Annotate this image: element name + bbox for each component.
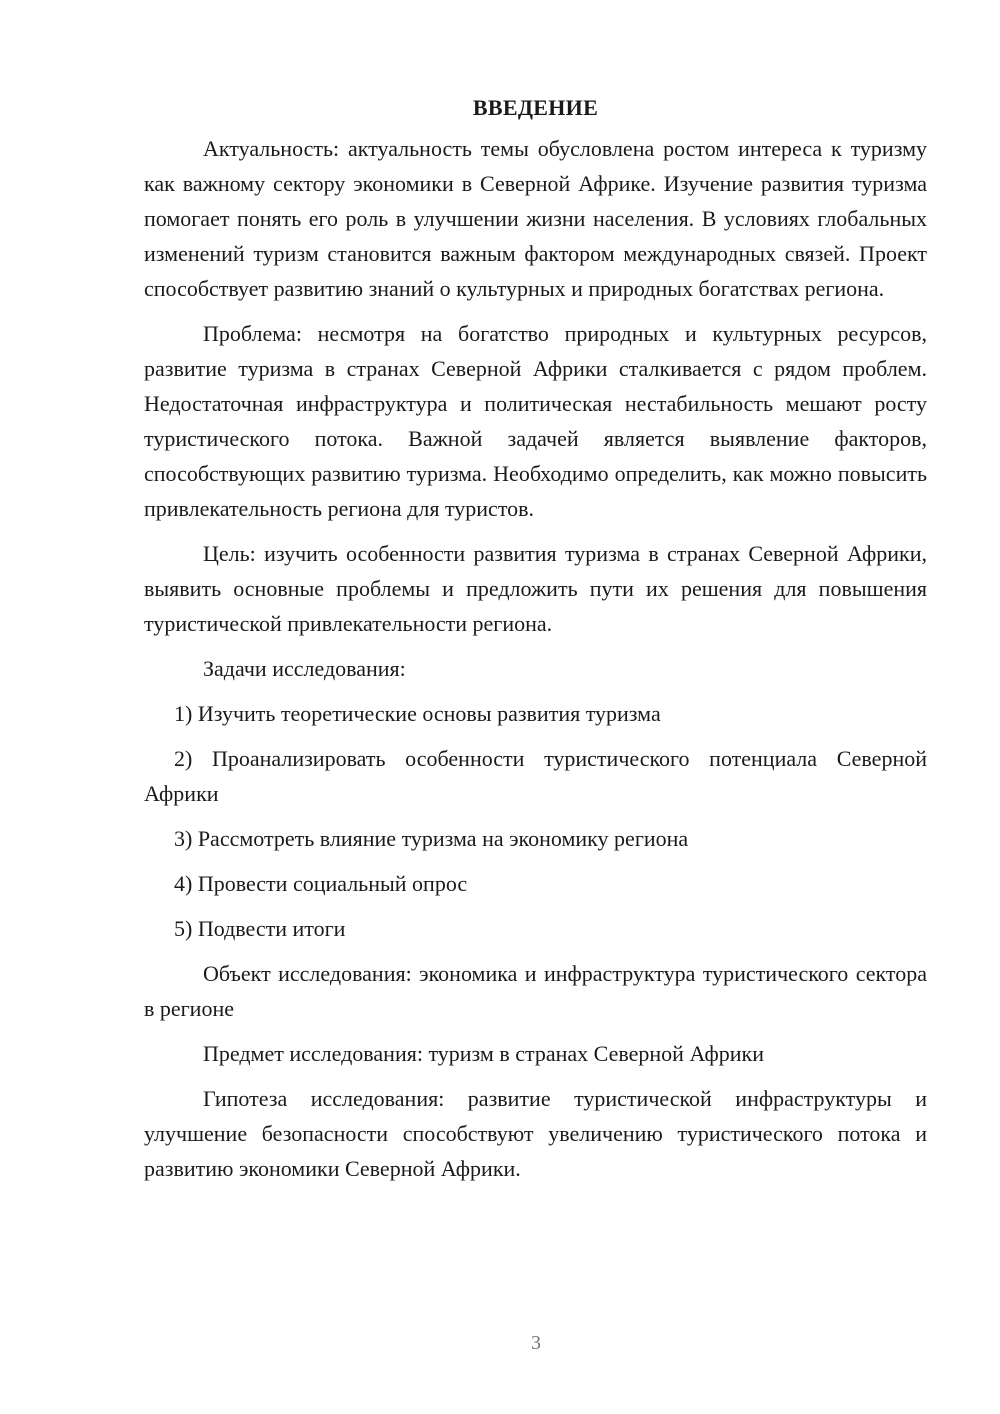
- paragraph-relevance: Актуальность: актуальность темы обусловлена ростом интереса к туризму как важному сектору экономики в Северной Африке. Изучение развития туризма помогает понять его роль в улучшении жизни населения. В условиях глобальных изменений туризм становится важным фактором международных связей. Проект способствует развитию знаний о культурных и природных богатствах региона.: [144, 136, 927, 301]
- paragraph-subject: Предмет исследования: туризм в странах Северной Африки: [203, 1041, 764, 1066]
- page-number: 3: [531, 1332, 541, 1354]
- document-heading: ВВЕДЕНИЕ: [472, 95, 599, 120]
- document-page: [144, 90, 927, 1186]
- paragraph-object: Объект исследования: экономика и инфраструктура туристического сектора в регионе: [144, 961, 927, 1021]
- paragraph-goal: Цель: изучить особенности развития туризма в странах Северной Африки, выявить основные проблемы и предложить пути их решения для повышения туристической привлекательности региона.: [144, 541, 927, 636]
- task-item-3: 3) Рассмотреть влияние туризма на экономику региона: [174, 826, 689, 851]
- task-item-1: 1) Изучить теоретические основы развития туризма: [174, 701, 661, 726]
- paragraph-problem: Проблема: несмотря на богатство природных и культурных ресурсов, развитие туризма в странах Северной Африки сталкивается с рядом проблем. Недостаточная инфраструктура и политическая нестабильность мешают росту туристического потока. Важной задачей является выявление факторов, способствующих развитию туризма. Необходимо определить, как можно повысить привлекательность региона для туристов.: [144, 321, 927, 521]
- paragraph-tasks-title: Задачи исследования:: [203, 656, 406, 681]
- task-item-2: 2) Проанализировать особенности туристического потенциала Северной Африки: [144, 746, 927, 806]
- task-item-4: 4) Провести социальный опрос: [174, 871, 468, 896]
- task-item-5: 5) Подвести итоги: [174, 916, 346, 941]
- paragraph-hypothesis: Гипотеза исследования: развитие туристической инфраструктуры и улучшение безопасности способствуют увеличению туристического потока и развитию экономики Северной Африки.: [144, 1086, 927, 1181]
